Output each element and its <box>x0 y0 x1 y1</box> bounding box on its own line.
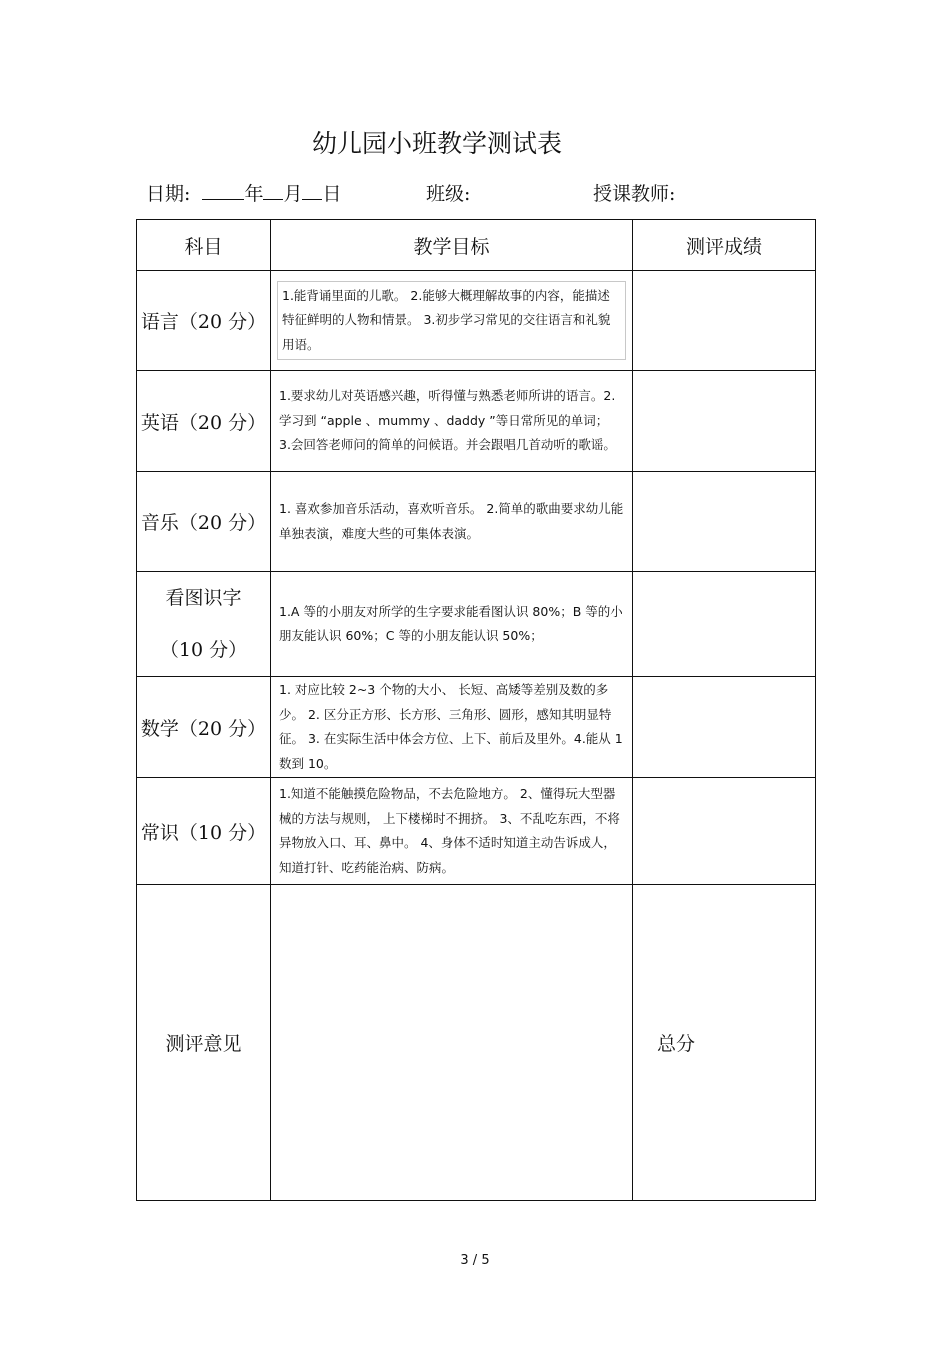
goal-cell: 1.要求幼儿对英语感兴趣，听得懂与熟悉老师所讲的语言。2.学习到 “apple 、mummy 、daddy ”等日常所见的单词； 3.会回答老师问的简单的问候语。并会跟唱几首动听的歌谣。 <box>271 371 633 472</box>
header-subject: 科目 <box>137 220 271 271</box>
month-label: 月 <box>283 183 303 205</box>
table-row <box>137 572 816 677</box>
header-score: 测评成绩 <box>633 220 816 271</box>
comment-row <box>137 885 816 1201</box>
subject-cell <box>137 572 271 677</box>
date-label: 日期: <box>146 183 191 205</box>
score-cell[interactable] <box>633 572 816 677</box>
goal-text: 1.能背诵里面的儿歌。 2.能够大概理解故事的内容，能描述特征鲜明的人物和情景。 3.初步学习常见的交往语言和礼貌用语。 <box>277 281 626 361</box>
year-blank[interactable] <box>202 181 244 200</box>
table-row <box>137 472 816 572</box>
page-number: 3 / 5 <box>460 1253 490 1268</box>
goal-cell: 1. 喜欢参加音乐活动，喜欢听音乐。 2.简单的歌曲要求幼儿能单独表演，难度大些的可集体表演。 <box>271 472 633 572</box>
subject-cell: 语言（20 分） <box>137 271 271 371</box>
goal-cell: 1.知道不能触摸危险物品，不去危险地方。 2、懂得玩大型器械的方法与规则， 上下楼梯时不拥挤。 3、不乱吃东西，不将异物放入口、耳、鼻中。 4、身体不适时知道主动告诉成人，知道打针、吃药能治病、防病。 <box>271 778 633 885</box>
comment-field[interactable] <box>271 885 633 1201</box>
score-cell[interactable] <box>633 271 816 371</box>
goal-cell: 1. 对应比较 2~3 个物的大小、 长短、高矮等差别及数的多少。 2. 区分正方形、长方形、三角形、圆形，感知其明显特征。 3. 在实际生活中体会方位、上下、前后及里外。4.能从 1 数到 10。 <box>271 677 633 778</box>
subject-cell: 英语（20 分） <box>137 371 271 472</box>
goal-cell: 1.A 等的小朋友对所学的生字要求能看图认识 80%；B 等的小朋友能认识 60%；C 等的小朋友能认识 50%； <box>271 572 633 677</box>
assessment-table <box>136 219 816 1201</box>
total-cell <box>633 885 816 1201</box>
day-blank[interactable] <box>302 181 322 200</box>
total-split <box>633 886 815 1200</box>
page-title: 幼儿园小班教学测试表 <box>311 129 562 158</box>
month-blank[interactable] <box>263 181 283 200</box>
score-cell[interactable] <box>633 778 816 885</box>
header-row <box>137 220 816 271</box>
teacher-label: 授课教师: <box>593 183 676 205</box>
header-goal: 教学目标 <box>271 220 633 271</box>
day-label: 日 <box>322 183 342 205</box>
score-cell[interactable] <box>633 371 816 472</box>
subject-points: （10 分） <box>159 639 248 661</box>
class-label: 班级: <box>426 183 471 205</box>
comment-label: 测评意见 <box>137 885 271 1201</box>
subject-cell: 音乐（20 分） <box>137 472 271 572</box>
total-label: 总分 <box>656 1033 695 1055</box>
table-row <box>137 677 816 778</box>
subject-cell: 常识（10 分） <box>137 778 271 885</box>
table-row <box>137 271 816 371</box>
subject-name: 看图识字 <box>165 587 242 609</box>
year-label: 年 <box>244 183 264 205</box>
goal-cell <box>271 271 633 371</box>
score-cell[interactable] <box>633 472 816 572</box>
subject-cell: 数学（20 分） <box>137 677 271 778</box>
total-score-field[interactable] <box>719 886 815 1200</box>
date-field <box>146 179 342 206</box>
score-cell[interactable] <box>633 677 816 778</box>
table-row <box>137 778 816 885</box>
table-row <box>137 371 816 472</box>
